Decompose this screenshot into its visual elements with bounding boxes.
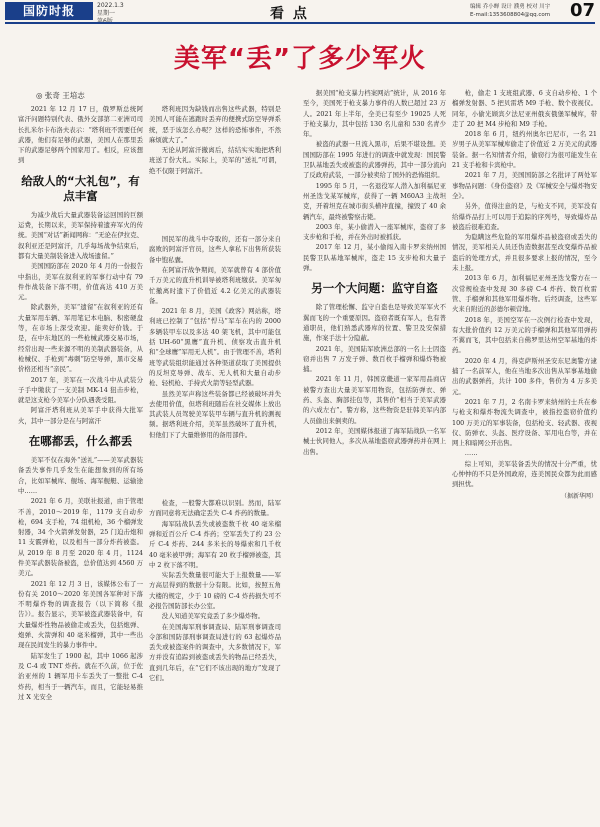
article-paragraph: 阿富汗塔利班从美军手中获得大批军火，其中一部分是在与阿富汗 xyxy=(18,406,143,425)
article-paragraph: 2013 年 6 月，加利福尼亚州圣迭戈警方在一次常规检查中发现 30 多磅 C-4 炸药、数百枚雷管、手榴弹和其他军用爆炸物。后经调查，这些军火来自附近的彭德尔顿营地。 xyxy=(452,274,597,314)
article-paragraph: 没人知道美军究竟丢了多少爆炸物。 xyxy=(161,612,265,621)
header-rule xyxy=(5,22,595,24)
article-paragraph: 2021 年 12 月 3 日，该媒体公布了一份有关 2010～2020 年美国各军种对下落不明爆炸物的调查报告（以下简称《报告》）。报告显示，美军被盗武器装备中，有大量爆炸性物品被偷走或丢失，包括炮弹、炮弹、火箭弹和 40 毫米榴弹，其中一些出现在民间发生的暴力事件中。 xyxy=(18,579,143,650)
article-paragraph: 2021 年 12 月 17 日，俄罗斯总统阿富汗问题特别代表、俄外交部第二亚洲司司长扎米尔卡布洛夫表示：“塔利班不需要任何武器，他们有足够的武器，美国人在那里丢下的武器足够两个国家用了。相反，应该想到 xyxy=(18,105,143,165)
column-spacer xyxy=(149,176,281,234)
article-paragraph: 2017 年 12 月，某小偷闯入南卡罗来纳州国民警卫队基地军械库，盗走 15 支步枪和大量子弹。 xyxy=(303,243,446,273)
section-subheading: 在哪都丢，什么都丢 xyxy=(28,434,133,449)
page-header xyxy=(0,0,600,24)
article-paragraph: …… xyxy=(464,449,478,458)
article-paragraph: 为减少战后大量武器装备运回国的巨额运费，长期以来，美军保持着遗弃军火的传统。美国“对话”新闻网称：“无论在伊拉克、叙利亚还是阿富汗，几乎每场战争结束后，都有大量美制装备进入战场遗留。” xyxy=(18,210,143,260)
article-paragraph: 2021 年 11 月，韩国京畿道一家军用品商店被警方查出大量美军军用物资，包括防弹衣、弹药、头盔、胸部挂包等，其售价“相当于美军武器的六成左右”。警方称，这些物资是驻韩美军内部人员偷出来倒卖的。 xyxy=(303,375,446,425)
article-paragraph: 2021 年 6 月，美联社报道，由于管理不善，2010～2019 年，1179 支自动步枪，694 支手枪，74 组机枪，36 个榴弹发射器，34 个火箭弹发射器，25 门迫击炮和 11 支霰弹枪，以及相当一部分炸药被盗。从 2019 年 8 月至 2020 年 4 月，1124 件美军武器装备被盗，总价值达到 4560 万美元。 xyxy=(18,497,143,578)
article-column-3 xyxy=(303,88,446,813)
article-column-4 xyxy=(452,88,597,813)
article-paragraph: 在美国海军刑事调查局、陆军刑事调查司令部和国防部刑事调查局进行的 63 起爆炸品丢失或被盗案件的调查中，大多数情况下，军方并没有追踪到被盗或丢失的物品已经丢失，直到几年后，在“它们不该出现的地方”发现了它们。 xyxy=(149,622,281,683)
article-source: （据新华网） xyxy=(560,492,597,500)
article-paragraph: 海军陆战队丢失或被盗数千枚 40 毫米榴弹和近百公斤 C-4 炸药；空军丢失了约 23 公斤 C-4 炸药、244 多米长的导爆索和几千枚 40 毫米被甲弹；海军有 20 枚手榴弹被盗，其中 2 枚下落不明。 xyxy=(149,519,281,569)
editor-line: 编辑 乔小蝉 设计 濮勇 校对 川宇 xyxy=(470,4,551,10)
article-paragraph: 2020 年 4 月，得克萨斯州圣安东尼奥警方逮捕了一名前军人，他在当地多次出售从军事基地偷出的武器弹药，共计 100 多件，售价为 4 万多美元。 xyxy=(452,356,597,396)
article-paragraph: 综上可知，美军装备丢失的情况十分严重，忧心忡忡的不只是外国政府，连美国民众都为此而感到担忧。 xyxy=(452,459,597,489)
article-paragraph: 除了管理松懈、监守自盗也是导致美军军火不翼而飞的一个重要原因。盗窃者既有军人，也有普通职员，他们熟悉武器库的位置、警卫及安保措施，作案手法十分隐蔽。 xyxy=(303,303,446,343)
headline: 美军“丢”了多少军火 xyxy=(173,44,427,74)
article-paragraph: 2021 年 8 月，美国《政客》网站称，塔利班已控制了“包括“悍马”军车在内的 2000 多辆装甲车以及多达 40 架飞机，其中可能包括 UH-60“黑鹰”直升机、侦察攻击直升机和“全球鹰”军用无人机”。由于管理不善，塔利班等武装组织能通过各种渠道获取了美国提供的反坦克导弹、战车、无人机和大量自动步枪、轻机枪、手持式火箭等轻型武器。 xyxy=(149,307,281,388)
page-number: 07 xyxy=(570,0,596,21)
article-paragraph: 2021 年 7 月，2 名南卡罗来纳州的士兵在参与枪支和爆炸物流失调查中，被指控盗窃价值约 100 万美元的军事装备，包括枪支、轻武器、夜视仪、防弹衣、头盔、医疗设备、军用电台等，并在网上和暗网公开出售。 xyxy=(452,397,597,448)
article-paragraph: 2003 年，某小偷潜入一座军械库，盗窃了多支步枪和手枪，并在外出时被抓获。 xyxy=(303,222,446,242)
article-paragraph: 1995 年 5 月，一名退役军人潜入加利福尼亚州圣迭戈某军械库，获得了一辆 M60A3 主战坦克，开着坦克在城市街头横冲直撞，撞毁了 40 余辆汽车，最终被警察击毙。 xyxy=(303,181,446,221)
article-paragraph: 检查，一般警大都难以识别。然而，陆军方面同意将无法确定丢失 C-4 炸药的数量。 xyxy=(149,499,281,518)
article-paragraph: 2021 年 7 月，美国国防部之名批评了两处军事物品问题：《身份盗窃》及《军械安全与爆炸物安全》。 xyxy=(452,171,597,200)
article-paragraph: 2018 年，美国空军在一次例行检查中发现，有大批价值约 12 万美元的手榴弹和其他军用弹药不翼而飞，其中包括来自佛罗里达州空军基地的炸药。 xyxy=(452,315,597,355)
article-paragraph: 陆军发生了 1900 起，其中 1066 起涉及 C-4 或 TNT 炸药。就在不久前，位于佐治亚州的 1 辆军用卡车丢失了一整批 C-4 炸药，相当于一辆汽车，而且，它能轻易推过 X 光安全 xyxy=(18,651,143,701)
email-line: E-mail:1353608804@qq.com xyxy=(470,12,551,18)
newspaper-logo: 国防时报 xyxy=(5,2,93,20)
column-spacer xyxy=(149,440,281,498)
section-subheading: 另一个大问题：监守自盗 xyxy=(311,281,438,296)
section-title: 看 点 xyxy=(270,6,309,22)
article-paragraph: 美军不仅在海外“送礼”——美军武器装备丢失事件几乎发生在能想象到的所有场合，比如军械库、舰场、海军舰艇、运输途中…… xyxy=(18,456,143,495)
article-paragraph: 除武器外，美军“遗留”在叙利亚的还有大量军用车辆、军用笔记本电脑、积密硬盘等，在市场上深受欢迎。能卖好价钱。于是，在中东地区的一些枪械武器交易市场，经常出现一些来源不明的美制武器装备，从枪械仪、手枪到“毒刺”防空导弹，黑市交易价格还相当“亲民”。 xyxy=(18,303,143,374)
article-paragraph: 据美国“枪支暴力档案网站”统计，从 2016 年至今，美国死于枪支暴力事件的人数已超过 23 万人。2021 年上半年，全美已有至少 19025 人死于枪支暴力，其中包括 130 名儿童和 530 名青少年。 xyxy=(303,89,446,139)
section-subheading: 给敌人的“大礼包”，有点丰富 xyxy=(21,173,140,203)
weekday-line: 星期一 xyxy=(97,10,116,17)
article-paragraph: 虽然美军声称这些装备都已经被破坏并失去使用价值，但塔利班随后在社交媒体上放出其武装人员驾驶美军装甲车辆与直升机的测视频。据塔利班介绍，美军虽然破坏了直升机，但他们下了大量维修用的备用部件。 xyxy=(149,389,281,439)
article-paragraph: 枪，偷走 1 支班组武器、6 支自动步枪、1 个榴弹发射器、5 把贝雷塔 M9 手枪、数个夜视仪。同年，小偷光顾宾夕法尼亚州俄亥俄堡军械库，带走了 20 把 M4 步枪和 M9 手枪。 xyxy=(452,89,597,128)
article-paragraph: 塔利班因为缺钱而出售这些武器，特别是美国人可能在逃跑时丢弃的便携式防空导弹系统，恶于该怎么办呢？这样的恐怖事件，不然麻烦就大了。” xyxy=(149,105,281,144)
article-paragraph: 2017 年，美军在一次战斗中从武装分子手中缴获了一支美制 MK-14 狙击步枪，就是这支枪今美军小分队遇袭受阻。 xyxy=(18,375,143,405)
article-paragraph: 国民军的战斗中夺取的，还有一部分来自腐败的阿富汗官员，这些人拿私下出售所获装备中饱私囊。 xyxy=(149,235,281,264)
article-paragraph: 被盗的武器一旦流入黑市，后果不堪设想。美国国防部在 1995 年进行的调查中就发现：国民警卫队基地丢失或被盗的武器弹药，其中一部分流向了反政府武装，一部分被卖给了国外的恐怖组织。 xyxy=(303,140,446,180)
article-paragraph: 无论从阿富汗撤离后，结结实实地把塔利班送了份大礼。实际上，美军的“送礼”可谓，绝不仅限于阿富汗。 xyxy=(149,146,281,175)
article-paragraph: 实际丢失数量很可能大于上报数量——军方高层得到的数据十分有限。比如，按照五角大楼的规定，少于 10 磅的 C-4 炸药损失可不必报告国防部长办公室。 xyxy=(149,571,281,610)
date-line: 2022.1.3 xyxy=(97,2,124,9)
article-paragraph: 2021 年，美国陆军欧洲总部的一名上士因盗窃并出售 7 万发子弹、数百枚手榴弹和爆炸物被捕。 xyxy=(303,344,446,374)
article-paragraph: 在阿富汗战争期间，美军就曾有 4 部价值千万美元的直升机训导被塔利班缴获。美军匆忙撤离时遗下了价值近 4.2 亿美元的武器装备。 xyxy=(149,265,281,305)
article-paragraph: 另外，值得注意的是，与枪支不同，美军没有给爆炸品打上可以用于追踪的序列号，导致爆炸品被盗后很难追查。 xyxy=(452,202,597,231)
article-column-1 xyxy=(18,104,143,814)
article-paragraph: 美国国防部在 2020 年 4 月的一份报告中指出，美军在叙利亚的军事行动中有 79 件作战装备下落不明，价值高达 410 万美元。 xyxy=(18,262,143,302)
article-paragraph: 为隐瞒这些危险的军用爆炸品被盗窃或丢失的情况，美军相关人员还伪造数据甚至改变爆炸品被盗后的处理方式，并且很多要求上报的情况，至今未上报。 xyxy=(452,233,597,273)
article-column-2 xyxy=(149,104,281,814)
article-paragraph: 2018 年 6 月，纽约州奥尔巴尼市，一名 21 岁男子从美军军械库偷走了价值近 2 万美元的武器装备。据一名知情者介绍，偷窃行为很可能发生在 21 支手枪和卡宾枪中。 xyxy=(452,130,597,170)
byline: ◎ 张奇 王培志 xyxy=(36,91,85,100)
staff-credits xyxy=(470,3,550,19)
article-paragraph: 2012 年，美国媒体报道了海军陆战队一名军械士伙同他人，多次从基地盗窃武器弹药并在网上出售。 xyxy=(303,426,446,456)
